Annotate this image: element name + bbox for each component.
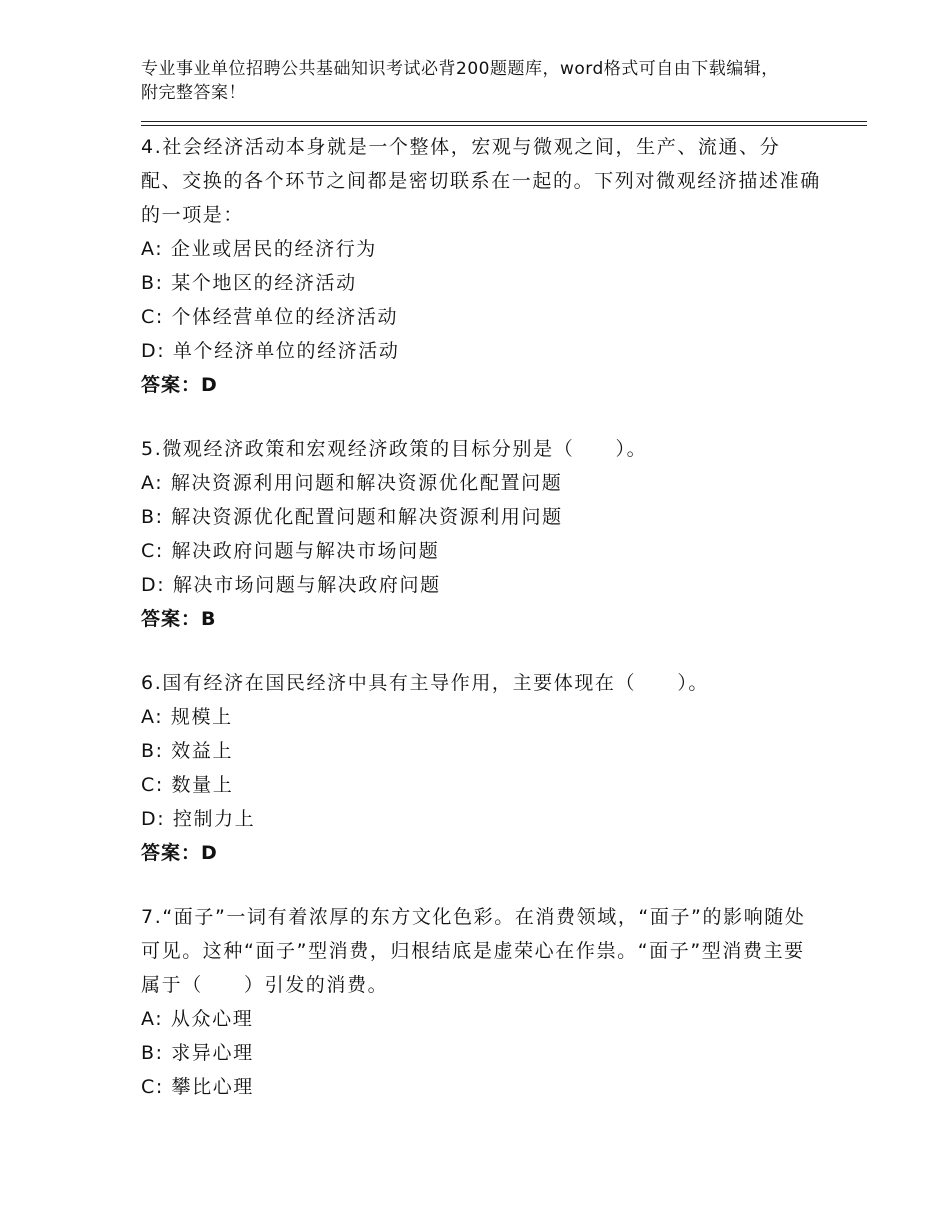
answer-label: 答案：B — [141, 608, 217, 630]
question-6 — [141, 666, 821, 870]
option-a: A: 企业或居民的经济行为 — [141, 238, 377, 260]
header-divider — [141, 121, 867, 122]
question-stem: 5.微观经济政策和宏观经济政策的目标分别是（ ）。 — [141, 438, 648, 460]
option-b: B: 效益上 — [141, 740, 234, 762]
option-d: D: 解决市场问题与解决政府问题 — [141, 574, 441, 596]
question-stem: 4.社会经济活动本身就是一个整体，宏观与微观之间，生产、流通、分配、交换的各个环节之间都是密切联系在一起的。下列对微观经济描述准确的一项是： — [141, 136, 821, 226]
option-c: C: 个体经营单位的经济活动 — [141, 306, 399, 328]
answer-label: 答案：D — [141, 374, 218, 396]
question-stem: 7.“面子”一词有着浓厚的东方文化色彩。在消费领域，“面子”的影响随处可见。这种“面子”型消费，归根结底是虚荣心在作祟。“面子”型消费主要属于（ ）引发的消费。 — [141, 906, 806, 996]
answer-label: 答案：D — [141, 842, 218, 864]
option-b: B: 解决资源优化配置问题和解决资源利用问题 — [141, 506, 563, 528]
option-b: B: 求异心理 — [141, 1042, 254, 1064]
option-d: D: 控制力上 — [141, 808, 256, 830]
question-7 — [141, 900, 821, 1104]
option-c: C: 解决政府问题与解决市场问题 — [141, 540, 440, 562]
question-stem: 6.国有经济在国民经济中具有主导作用，主要体现在（ ）。 — [141, 672, 710, 694]
question-5 — [141, 432, 821, 636]
option-b: B: 某个地区的经济活动 — [141, 272, 357, 294]
option-c: C: 攀比心理 — [141, 1076, 254, 1098]
option-d: D: 单个经济单位的经济活动 — [141, 340, 400, 362]
question-4 — [141, 130, 821, 402]
option-c: C: 数量上 — [141, 774, 234, 796]
header-divider-secondary — [141, 125, 867, 126]
option-a: A: 解决资源利用问题和解决资源优化配置问题 — [141, 472, 563, 494]
option-a: A: 规模上 — [141, 706, 233, 728]
page-header: 专业事业单位招聘公共基础知识考试必背200题题库，word格式可自由下载编辑，附完整答案！ — [141, 59, 779, 103]
question-list — [141, 130, 821, 1134]
option-a: A: 从众心理 — [141, 1008, 254, 1030]
